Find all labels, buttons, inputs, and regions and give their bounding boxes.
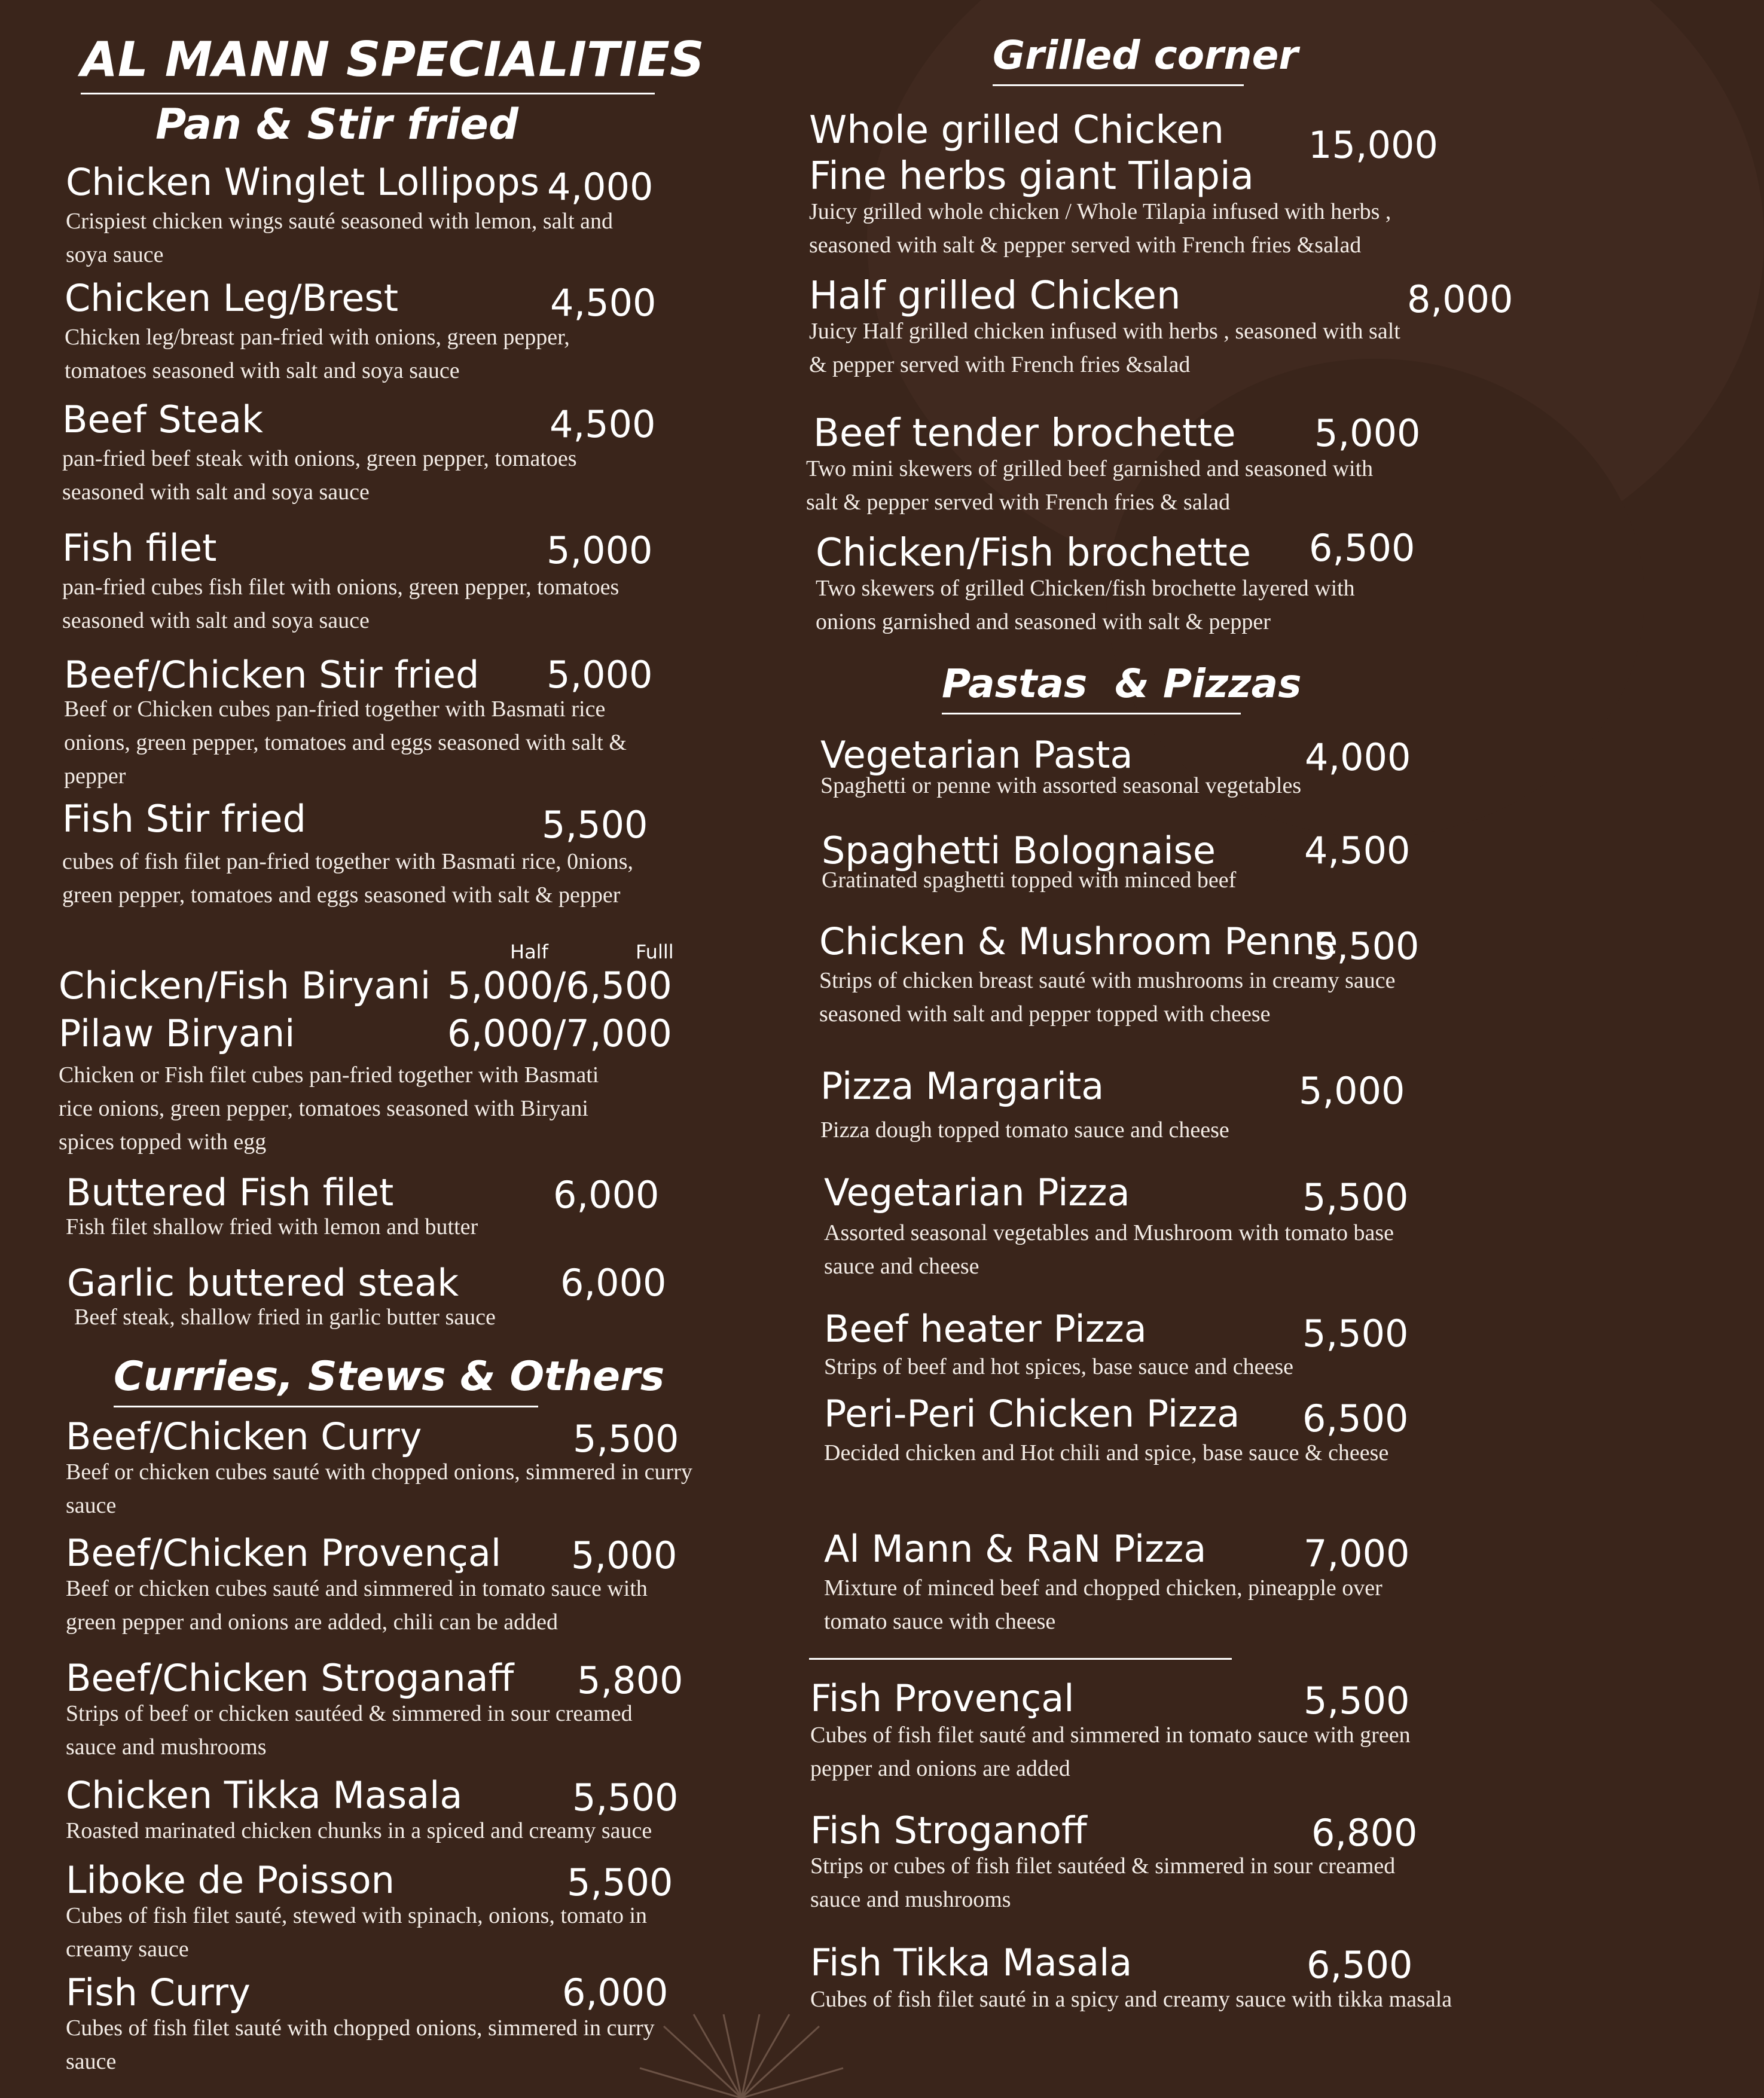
- item-price: 5,000: [1314, 411, 1421, 455]
- menu-item: Whole grilled Chicken Fine herbs giant Tilapia 15,000 Juicy grilled whole chicken / Whole Tilapia infused with herbs , seasoned with salt & pepper served with French fries &salad: [809, 108, 1438, 258]
- menu-item: Beef/Chicken Provençal 5,000 Beef or chicken cubes sauté and simmered in tomato sauce with green pepper and onions are added, chili can be added: [66, 1531, 677, 1635]
- menu-item: Fish filet 5,000 pan-fried cubes fish filet with onions, green pepper, tomatoes seasoned with salt and soya sauce: [62, 526, 653, 633]
- menu-item: Beef/Chicken Stir fried 5,000 Beef or Chicken cubes pan-fried together with Basmati rice onions, green pepper, tomatoes and eggs seasoned with salt & pepper: [64, 653, 653, 789]
- item-price: 7,000: [1304, 1532, 1410, 1575]
- item-price: 4,500: [550, 402, 656, 446]
- menu-title-text: AL MANN SPECIALITIES: [81, 32, 704, 87]
- item-price: 4,500: [550, 281, 657, 325]
- menu-item: Fish Curry 6,000 Cubes of fish filet sauté with chopped onions, simmered in curry sauce: [66, 1971, 669, 2074]
- menu-item: Beef/Chicken Stroganaff 5,800 Strips of beef or chicken sautéed & simmered in sour creamed sauce and mushrooms: [66, 1656, 683, 1760]
- item-price: 5,500: [567, 1861, 673, 1904]
- item-price: 5,500: [573, 1417, 679, 1461]
- full-portion-label: Fulll: [636, 940, 674, 963]
- decorative-rays: [628, 2014, 855, 2098]
- menu-item: Chicken Winglet Lollipops 4,000 Crispiest chicken wings sauté seasoned with lemon, salt and soya sauce: [66, 160, 654, 267]
- menu-item: Beef heater Pizza 5,500 Strips of beef and hot spices, base sauce and cheese: [824, 1307, 1409, 1379]
- item-price: 6,000: [560, 1261, 667, 1305]
- half-portion-label: Half: [510, 940, 548, 963]
- menu-item: Liboke de Poisson 5,500 Cubes of fish filet sauté, stewed with spinach, onions, tomato in creamy sauce: [66, 1858, 673, 1962]
- menu-item: Buttered Fish filet 6,000 Fish filet shallow fried with lemon and butter: [66, 1171, 660, 1239]
- item-price: 6,800: [1311, 1811, 1418, 1855]
- menu-item: Fish Provençal 5,500 Cubes of fish filet sauté and simmered in tomato sauce with green pepper and onions are added: [810, 1676, 1411, 1781]
- menu-item: Peri-Peri Chicken Pizza 6,500 Decided chicken and Hot chili and spice, base sauce & cheese: [824, 1392, 1409, 1465]
- item-price: 5,500: [1302, 1312, 1409, 1355]
- item-price: 5,500: [1313, 924, 1420, 968]
- item-price: 5,500: [572, 1776, 679, 1819]
- item-price: 6,500: [1309, 526, 1415, 570]
- menu-item: Beef Steak 4,500 pan-fried beef steak with onions, green pepper, tomatoes seasoned with salt and soya sauce: [62, 398, 656, 505]
- section-heading-grilled-corner: Grilled corner: [993, 27, 1244, 86]
- menu-item: Fish Stroganoff 6,800 Strips or cubes of fish filet sautéed & simmered in sour creamed sauce and mushrooms: [810, 1809, 1418, 1912]
- item-price: 5,000/6,500: [447, 964, 672, 1007]
- item-price: 5,500: [1304, 1679, 1410, 1723]
- item-price: 6,000/7,000: [447, 1012, 672, 1055]
- item-price: 5,000: [547, 529, 653, 572]
- menu-item: Al Mann & RaN Pizza 7,000 Mixture of minced beef and chopped chicken, pineapple over tomato sauce with cheese: [824, 1527, 1410, 1634]
- item-price: 6,000: [553, 1173, 660, 1217]
- menu-item: Fish Stir fried 5,500 cubes of fish filet pan-fried together with Basmati rice, 0nions, green pepper, tomatoes and eggs seasoned with salt & pepper: [62, 797, 648, 908]
- menu-item: Fish Tikka Masala 6,500 Cubes of fish filet sauté in a spicy and creamy sauce with tikka masala: [810, 1941, 1452, 2012]
- item-price: 5,800: [577, 1659, 683, 1702]
- item-price: 15,000: [1308, 123, 1438, 167]
- menu-item: Chicken Tikka Masala 5,500 Roasted marinated chicken chunks in a spiced and creamy sauce: [66, 1773, 679, 1843]
- item-price: 5,000: [1299, 1069, 1405, 1113]
- menu-item: Chicken Leg/Brest 4,500 Chicken leg/breast pan-fried with onions, green pepper, tomatoes seasoned with salt and soya sauce: [65, 276, 657, 383]
- menu-item: Pizza Margarita 5,000 Pizza dough topped tomato sauce and cheese: [820, 1064, 1405, 1143]
- menu-item: Vegetarian Pizza 5,500 Assorted seasonal vegetables and Mushroom with tomato base sauce and cheese: [824, 1171, 1409, 1279]
- menu-item: Chicken & Mushroom Penne 5,500 Strips of chicken breast sauté with mushrooms in creamy sauce seasoned with salt and pepper topped with cheese: [819, 920, 1420, 1027]
- menu-title: [81, 27, 704, 94]
- item-price: 5,500: [1302, 1175, 1409, 1219]
- menu-item: Beef/Chicken Curry 5,500 Beef or chicken cubes sauté with chopped onions, simmered in curry sauce: [66, 1415, 692, 1518]
- menu-item: Chicken/Fish brochette 6,500 Two skewers of grilled Chicken/fish brochette layered with onions garnished and seasoned with salt & pepper: [816, 526, 1415, 634]
- menu-item: Spaghetti Bolognaise 4,500 Gratinated spaghetti topped with minced beef: [822, 829, 1411, 893]
- menu-item-biryani: Chicken/Fish Biryani 5,000/6,500 Pilaw Biryani 6,000/7,000 Chicken or Fish filet cubes pan-fried together with Basmati rice onions, green pepper, tomatoes seasoned with Biryani spices topped with egg: [59, 964, 672, 1155]
- item-price: 4,000: [547, 165, 654, 209]
- item-price: 4,000: [1305, 735, 1411, 779]
- item-price: 5,500: [542, 803, 648, 847]
- item-price: 6,500: [1307, 1943, 1413, 1987]
- item-price: 5,000: [571, 1534, 677, 1577]
- item-price: 4,500: [1304, 829, 1411, 872]
- menu-item: Beef tender brochette 5,000 Two mini skewers of grilled beef garnished and seasoned with salt & pepper served with French fries & salad: [806, 411, 1421, 515]
- menu-item: Garlic buttered steak 6,000 Beef steak, shallow fried in garlic butter sauce: [67, 1261, 667, 1330]
- item-price: 6,500: [1302, 1397, 1409, 1440]
- item-price: 5,000: [547, 653, 653, 697]
- menu-item: Half grilled Chicken 8,000 Juicy Half grilled chicken infused with herbs , seasoned with salt & pepper served with French fries &salad: [809, 274, 1513, 377]
- section-heading-curries: Curries, Stews & Others: [114, 1348, 538, 1407]
- menu-item: Vegetarian Pasta 4,000 Spaghetti or penne with assorted seasonal vegetables: [820, 733, 1411, 798]
- section-heading-pan-stir-fried: Pan & Stir fried: [155, 100, 518, 149]
- item-price: 6,000: [562, 1971, 669, 2014]
- section-divider: [809, 1658, 1232, 1660]
- section-heading-pastas-pizzas: Pastas & Pizzas: [942, 655, 1241, 714]
- item-price: 8,000: [1407, 277, 1513, 321]
